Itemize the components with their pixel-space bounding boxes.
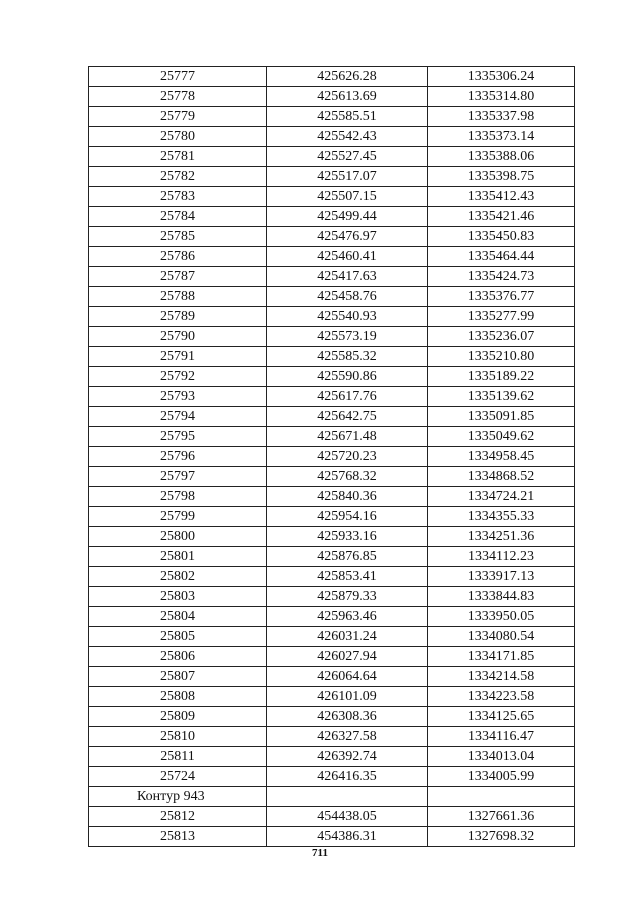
point-number-cell: 25802 bbox=[89, 567, 267, 587]
y-coordinate-cell: 1335398.75 bbox=[428, 167, 575, 187]
point-number-cell: 25807 bbox=[89, 667, 267, 687]
point-number-cell: 25782 bbox=[89, 167, 267, 187]
x-coordinate-cell: 425963.46 bbox=[267, 607, 428, 627]
table-row bbox=[89, 287, 575, 307]
point-number-cell: 25790 bbox=[89, 327, 267, 347]
point-number-cell: 25811 bbox=[89, 747, 267, 767]
x-coordinate-cell: 425933.16 bbox=[267, 527, 428, 547]
x-coordinate-cell: 425458.76 bbox=[267, 287, 428, 307]
point-number-cell: 25789 bbox=[89, 307, 267, 327]
table-row bbox=[89, 647, 575, 667]
point-number-cell: 25792 bbox=[89, 367, 267, 387]
y-coordinate-cell: 1327661.36 bbox=[428, 807, 575, 827]
x-coordinate-cell: 425853.41 bbox=[267, 567, 428, 587]
y-coordinate-cell: 1334355.33 bbox=[428, 507, 575, 527]
y-coordinate-cell: 1335314.80 bbox=[428, 87, 575, 107]
y-coordinate-cell bbox=[428, 787, 575, 807]
y-coordinate-cell: 1335049.62 bbox=[428, 427, 575, 447]
x-coordinate-cell: 425460.41 bbox=[267, 247, 428, 267]
point-number-cell: 25724 bbox=[89, 767, 267, 787]
point-number-cell: 25799 bbox=[89, 507, 267, 527]
point-number-cell: 25803 bbox=[89, 587, 267, 607]
table-row bbox=[89, 67, 575, 87]
y-coordinate-cell: 1335337.98 bbox=[428, 107, 575, 127]
y-coordinate-cell: 1334171.85 bbox=[428, 647, 575, 667]
x-coordinate-cell: 425768.32 bbox=[267, 467, 428, 487]
point-number-cell: 25786 bbox=[89, 247, 267, 267]
point-number-cell: 25778 bbox=[89, 87, 267, 107]
table-row bbox=[89, 327, 575, 347]
page-number: 711 bbox=[312, 847, 328, 859]
x-coordinate-cell: 425540.93 bbox=[267, 307, 428, 327]
y-coordinate-cell: 1335388.06 bbox=[428, 147, 575, 167]
point-number-cell: 25810 bbox=[89, 727, 267, 747]
y-coordinate-cell: 1335373.14 bbox=[428, 127, 575, 147]
x-coordinate-cell: 425954.16 bbox=[267, 507, 428, 527]
point-number-cell: Контур 943 bbox=[89, 787, 267, 807]
table-row bbox=[89, 447, 575, 467]
y-coordinate-cell: 1335424.73 bbox=[428, 267, 575, 287]
y-coordinate-cell: 1334214.58 bbox=[428, 667, 575, 687]
table-row bbox=[89, 247, 575, 267]
y-coordinate-cell: 1335189.22 bbox=[428, 367, 575, 387]
table-body bbox=[89, 67, 575, 847]
point-number-cell: 25798 bbox=[89, 487, 267, 507]
x-coordinate-cell: 454438.05 bbox=[267, 807, 428, 827]
y-coordinate-cell: 1335306.24 bbox=[428, 67, 575, 87]
x-coordinate-cell: 425527.45 bbox=[267, 147, 428, 167]
point-number-cell: 25787 bbox=[89, 267, 267, 287]
point-number-cell: 25791 bbox=[89, 347, 267, 367]
y-coordinate-cell: 1335277.99 bbox=[428, 307, 575, 327]
x-coordinate-cell: 426031.24 bbox=[267, 627, 428, 647]
point-number-cell: 25794 bbox=[89, 407, 267, 427]
x-coordinate-cell: 425671.48 bbox=[267, 427, 428, 447]
x-coordinate-cell: 425499.44 bbox=[267, 207, 428, 227]
y-coordinate-cell: 1334223.58 bbox=[428, 687, 575, 707]
y-coordinate-cell: 1335236.07 bbox=[428, 327, 575, 347]
table-row bbox=[89, 807, 575, 827]
table-row bbox=[89, 167, 575, 187]
table-row bbox=[89, 187, 575, 207]
point-number-cell: 25805 bbox=[89, 627, 267, 647]
table-row bbox=[89, 267, 575, 287]
x-coordinate-cell: 426064.64 bbox=[267, 667, 428, 687]
table-row bbox=[89, 687, 575, 707]
table-row bbox=[89, 827, 575, 847]
table-row bbox=[89, 767, 575, 787]
table-row bbox=[89, 227, 575, 247]
x-coordinate-cell: 425517.07 bbox=[267, 167, 428, 187]
y-coordinate-cell: 1334125.65 bbox=[428, 707, 575, 727]
point-number-cell: 25800 bbox=[89, 527, 267, 547]
point-number-cell: 25788 bbox=[89, 287, 267, 307]
y-coordinate-cell: 1335412.43 bbox=[428, 187, 575, 207]
point-number-cell: 25808 bbox=[89, 687, 267, 707]
y-coordinate-cell: 1334005.99 bbox=[428, 767, 575, 787]
x-coordinate-cell: 425585.51 bbox=[267, 107, 428, 127]
x-coordinate-cell: 425476.97 bbox=[267, 227, 428, 247]
x-coordinate-cell: 454386.31 bbox=[267, 827, 428, 847]
x-coordinate-cell: 425573.19 bbox=[267, 327, 428, 347]
point-number-cell: 25793 bbox=[89, 387, 267, 407]
point-number-cell: 25783 bbox=[89, 187, 267, 207]
table-row bbox=[89, 387, 575, 407]
y-coordinate-cell: 1334116.47 bbox=[428, 727, 575, 747]
table-row bbox=[89, 347, 575, 367]
x-coordinate-cell: 426027.94 bbox=[267, 647, 428, 667]
y-coordinate-cell: 1335421.46 bbox=[428, 207, 575, 227]
y-coordinate-cell: 1335139.62 bbox=[428, 387, 575, 407]
y-coordinate-cell: 1333844.83 bbox=[428, 587, 575, 607]
x-coordinate-cell bbox=[267, 787, 428, 807]
x-coordinate-cell: 425876.85 bbox=[267, 547, 428, 567]
table-row bbox=[89, 407, 575, 427]
table-row bbox=[89, 627, 575, 647]
x-coordinate-cell: 425720.23 bbox=[267, 447, 428, 467]
table-row bbox=[89, 667, 575, 687]
point-number-cell: 25813 bbox=[89, 827, 267, 847]
x-coordinate-cell: 426327.58 bbox=[267, 727, 428, 747]
point-number-cell: 25796 bbox=[89, 447, 267, 467]
table-row bbox=[89, 467, 575, 487]
x-coordinate-cell: 425617.76 bbox=[267, 387, 428, 407]
point-number-cell: 25804 bbox=[89, 607, 267, 627]
point-number-cell: 25784 bbox=[89, 207, 267, 227]
table-row bbox=[89, 607, 575, 627]
y-coordinate-cell: 1334724.21 bbox=[428, 487, 575, 507]
contour-header-row bbox=[89, 787, 575, 807]
y-coordinate-cell: 1335376.77 bbox=[428, 287, 575, 307]
x-coordinate-cell: 425879.33 bbox=[267, 587, 428, 607]
point-number-cell: 25812 bbox=[89, 807, 267, 827]
point-number-cell: 25777 bbox=[89, 67, 267, 87]
y-coordinate-cell: 1334958.45 bbox=[428, 447, 575, 467]
x-coordinate-cell: 425585.32 bbox=[267, 347, 428, 367]
x-coordinate-cell: 425417.63 bbox=[267, 267, 428, 287]
y-coordinate-cell: 1335450.83 bbox=[428, 227, 575, 247]
table-row bbox=[89, 507, 575, 527]
point-number-cell: 25806 bbox=[89, 647, 267, 667]
point-number-cell: 25795 bbox=[89, 427, 267, 447]
y-coordinate-cell: 1327698.32 bbox=[428, 827, 575, 847]
table-row bbox=[89, 587, 575, 607]
y-coordinate-cell: 1335464.44 bbox=[428, 247, 575, 267]
point-number-cell: 25779 bbox=[89, 107, 267, 127]
x-coordinate-cell: 425542.43 bbox=[267, 127, 428, 147]
y-coordinate-cell: 1333950.05 bbox=[428, 607, 575, 627]
table-row bbox=[89, 527, 575, 547]
point-number-cell: 25785 bbox=[89, 227, 267, 247]
x-coordinate-cell: 426101.09 bbox=[267, 687, 428, 707]
table-row bbox=[89, 727, 575, 747]
table-row bbox=[89, 427, 575, 447]
x-coordinate-cell: 425590.86 bbox=[267, 367, 428, 387]
y-coordinate-cell: 1334112.23 bbox=[428, 547, 575, 567]
x-coordinate-cell: 426308.36 bbox=[267, 707, 428, 727]
x-coordinate-cell: 425626.28 bbox=[267, 67, 428, 87]
table-row bbox=[89, 747, 575, 767]
table-row bbox=[89, 147, 575, 167]
point-number-cell: 25809 bbox=[89, 707, 267, 727]
point-number-cell: 25781 bbox=[89, 147, 267, 167]
y-coordinate-cell: 1335091.85 bbox=[428, 407, 575, 427]
table-row bbox=[89, 307, 575, 327]
table-row bbox=[89, 547, 575, 567]
coordinates-table bbox=[88, 66, 575, 847]
point-number-cell: 25801 bbox=[89, 547, 267, 567]
x-coordinate-cell: 426392.74 bbox=[267, 747, 428, 767]
table-row bbox=[89, 207, 575, 227]
table-row bbox=[89, 127, 575, 147]
table-row bbox=[89, 107, 575, 127]
table-row bbox=[89, 567, 575, 587]
table-row bbox=[89, 707, 575, 727]
y-coordinate-cell: 1334251.36 bbox=[428, 527, 575, 547]
x-coordinate-cell: 426416.35 bbox=[267, 767, 428, 787]
y-coordinate-cell: 1334080.54 bbox=[428, 627, 575, 647]
point-number-cell: 25780 bbox=[89, 127, 267, 147]
y-coordinate-cell: 1333917.13 bbox=[428, 567, 575, 587]
x-coordinate-cell: 425507.15 bbox=[267, 187, 428, 207]
x-coordinate-cell: 425613.69 bbox=[267, 87, 428, 107]
y-coordinate-cell: 1334013.04 bbox=[428, 747, 575, 767]
y-coordinate-cell: 1334868.52 bbox=[428, 467, 575, 487]
x-coordinate-cell: 425840.36 bbox=[267, 487, 428, 507]
y-coordinate-cell: 1335210.80 bbox=[428, 347, 575, 367]
table-row bbox=[89, 487, 575, 507]
table-row bbox=[89, 87, 575, 107]
point-number-cell: 25797 bbox=[89, 467, 267, 487]
table-row bbox=[89, 367, 575, 387]
x-coordinate-cell: 425642.75 bbox=[267, 407, 428, 427]
